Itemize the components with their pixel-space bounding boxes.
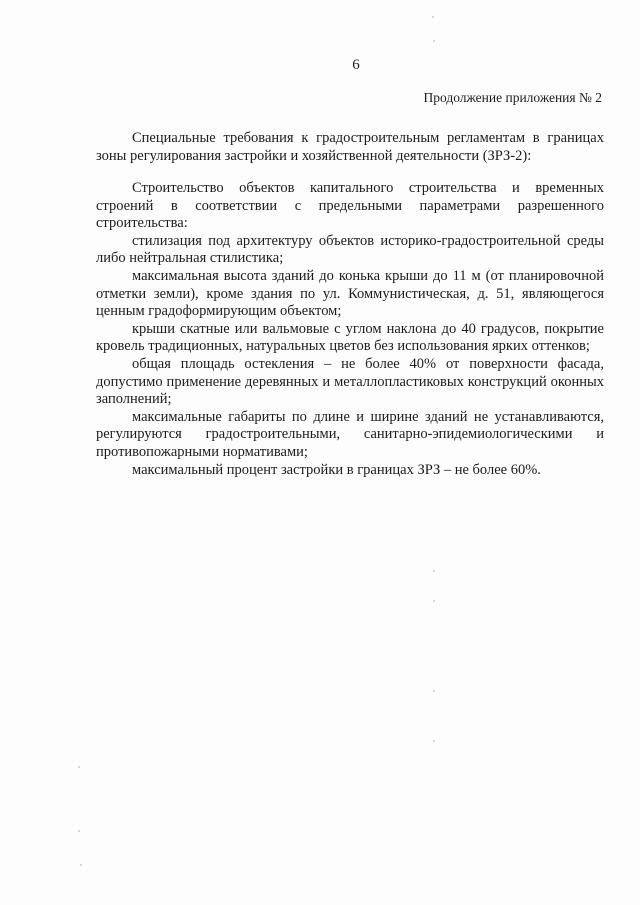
paragraph-max-height: максимальная высота зданий до конька крыши до 11 м (от планировочной отметки земли), кроме здания по ул. Коммунистическая, д. 51, являющегося ценным градоформирующим объектом; bbox=[96, 267, 604, 320]
paragraph-construction-intro: Строительство объектов капитального строительства и временных строений в соответствии с предельными параметрами разрешенного строительства: bbox=[96, 180, 604, 232]
scan-artifact bbox=[432, 16, 434, 18]
scan-artifact bbox=[433, 570, 435, 572]
paragraph-roofs: крыши скатные или вальмовые с углом наклона до 40 градусов, покрытие кровель традиционных, натуральных цветов без использования ярких оттенков; bbox=[96, 320, 604, 355]
scan-artifact bbox=[78, 830, 80, 832]
scan-artifact bbox=[78, 766, 80, 768]
scan-artifact bbox=[433, 740, 435, 742]
scan-artifact bbox=[80, 864, 82, 866]
paragraph-building-coverage: максимальный процент застройки в границах ЗРЗ – не более 60%. bbox=[132, 461, 541, 478]
scan-artifact bbox=[433, 600, 435, 602]
appendix-continuation-note: Продолжение приложения № 2 bbox=[423, 90, 602, 105]
section-heading: Специальные требования к градостроительным регламентам в границах зоны регулирования застройки и хозяйственной деятельности (ЗРЗ-2): bbox=[96, 130, 604, 164]
paragraph-dimensions: максимальные габариты по длине и ширине зданий не устанавливаются, регулируются градостроительными, санитарно-эпидемиологическими и противопожарными нормативами; bbox=[96, 408, 604, 460]
page-number: 6 bbox=[352, 57, 360, 73]
paragraph-stylization: стилизация под архитектуру объектов историко-градостроительной среды либо нейтральная стилистика; bbox=[96, 232, 604, 267]
scan-artifact bbox=[433, 690, 435, 692]
scan-artifact bbox=[433, 40, 435, 42]
requirements-body bbox=[96, 180, 604, 479]
paragraph-glazing: общая площадь остекления – не более 40% от поверхности фасада, допустимо применение деревянных и металлопластиковых конструкций оконных заполнений; bbox=[96, 355, 604, 408]
